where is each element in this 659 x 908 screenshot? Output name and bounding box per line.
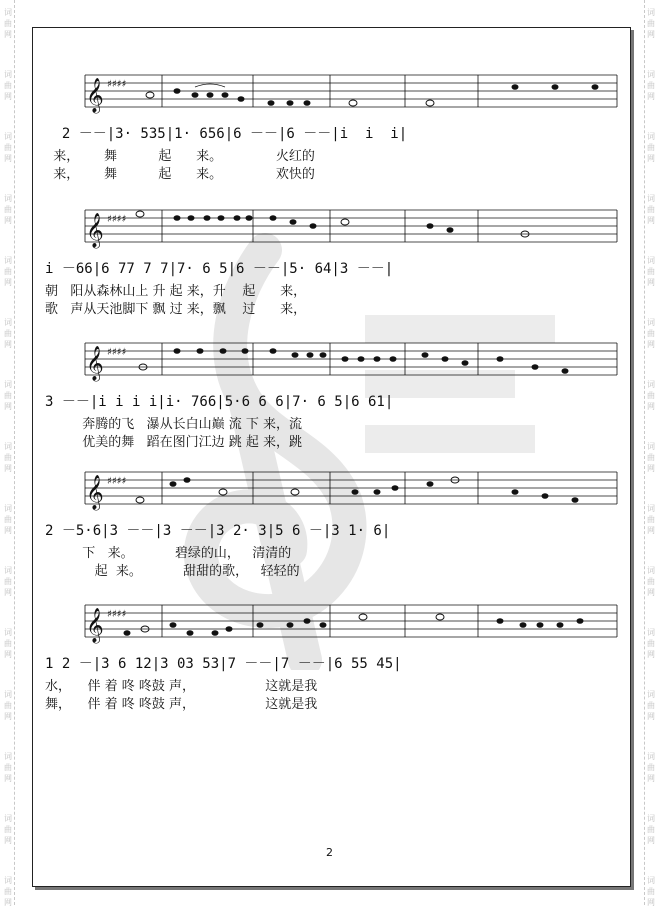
jianpu-line-3: 3 －－|i i i i|i· 766|5·6 6 6|7· 6 5|6 61|	[45, 394, 394, 410]
side-watermark-char: 曲	[647, 763, 655, 772]
side-watermark-char: 曲	[647, 329, 655, 338]
system-2	[45, 200, 623, 317]
staff-4	[45, 462, 623, 512]
lyric-verse1-line-4: 下 来。 碧绿的山， 清清的	[45, 546, 292, 561]
side-watermark-char: 网	[647, 836, 655, 845]
side-watermark-char: 曲	[647, 143, 655, 152]
svg-text:𝄞: 𝄞	[86, 213, 104, 248]
side-watermark-char: 曲	[4, 515, 12, 524]
side-watermark-char: 词	[4, 132, 12, 141]
side-watermark-char: 网	[4, 92, 12, 101]
side-watermark-char: 曲	[4, 577, 12, 586]
lyric-verse2-line-4: 起 来。 甜甜的歌， 轻轻的	[45, 564, 300, 579]
side-watermark-char: 曲	[647, 267, 655, 276]
side-watermark-char: 曲	[647, 205, 655, 214]
side-watermark-char: 曲	[647, 701, 655, 710]
side-watermark-char: 网	[4, 774, 12, 783]
system-3	[45, 333, 623, 450]
side-watermark-char: 网	[647, 712, 655, 721]
side-watermark-char: 词	[647, 876, 655, 885]
side-watermark-char: 网	[4, 650, 12, 659]
side-watermark-char: 词	[647, 380, 655, 389]
side-watermark-char: 网	[647, 154, 655, 163]
side-watermark-char: 网	[647, 402, 655, 411]
side-watermark-char: 网	[4, 526, 12, 535]
side-watermark-char: 曲	[4, 453, 12, 462]
side-watermark-char: 曲	[4, 81, 12, 90]
side-watermark-char: 词	[4, 318, 12, 327]
side-watermark-char: 词	[647, 8, 655, 17]
svg-text:𝄞: 𝄞	[86, 608, 104, 643]
side-watermark-char: 网	[4, 588, 12, 597]
jianpu-line-5: 1 2 －|3 6 12|3 03 53|7 －－|7 －－|6 55 45|	[45, 656, 402, 672]
staff-5	[45, 595, 623, 645]
side-watermark-char: 网	[4, 340, 12, 349]
side-watermark-char: 词	[647, 814, 655, 823]
side-watermark-char: 曲	[4, 639, 12, 648]
side-watermark-char: 词	[647, 504, 655, 513]
side-watermark-char: 曲	[647, 81, 655, 90]
side-watermark-char: 网	[4, 402, 12, 411]
side-watermark-char: 词	[4, 194, 12, 203]
side-watermark-char: 网	[4, 216, 12, 225]
side-watermark-char: 词	[4, 752, 12, 761]
side-watermark-char: 词	[4, 690, 12, 699]
side-watermark-char: 曲	[4, 19, 12, 28]
side-watermark-char: 曲	[4, 701, 12, 710]
side-watermark-char: 网	[647, 278, 655, 287]
side-watermark-char: 网	[647, 92, 655, 101]
side-watermark-char: 词	[4, 566, 12, 575]
side-watermark-char: 曲	[4, 825, 12, 834]
side-watermark-char: 曲	[647, 19, 655, 28]
lyric-verse2-line-3: 优美的舞 蹈在图门江边 跳 起 来，跳	[45, 435, 302, 450]
jianpu-line-4: 2 －5·6|3 －－|3 －－|3 2· 3|5 6 －|3 1· 6|	[45, 523, 391, 539]
side-watermark-char: 网	[647, 898, 655, 907]
svg-text:♯♯♯♯: ♯♯♯♯	[107, 347, 127, 358]
side-watermark-char: 词	[647, 256, 655, 265]
side-watermark-char: 网	[4, 464, 12, 473]
svg-text:♯♯♯♯: ♯♯♯♯	[107, 214, 127, 225]
svg-text:𝄞: 𝄞	[86, 346, 104, 381]
side-watermark-char: 词	[647, 194, 655, 203]
svg-text:𝄞: 𝄞	[86, 475, 104, 510]
side-watermark-char: 词	[4, 442, 12, 451]
staff-1	[45, 65, 623, 115]
svg-text:♯♯♯♯: ♯♯♯♯	[107, 609, 127, 620]
side-watermark-char: 曲	[647, 391, 655, 400]
side-watermark-char: 词	[4, 504, 12, 513]
side-watermark-char: 曲	[4, 267, 12, 276]
side-watermark-char: 网	[4, 898, 12, 907]
side-watermark-char: 网	[647, 464, 655, 473]
system-4	[45, 462, 623, 579]
lyric-verse1-line-5: 水， 伴 着 咚 咚鼓 声， 这就是我	[45, 679, 318, 694]
side-watermark-char: 词	[647, 752, 655, 761]
side-watermark-char: 曲	[647, 515, 655, 524]
page-number: 2	[326, 846, 333, 859]
side-watermark-char: 曲	[4, 391, 12, 400]
side-watermark-char: 曲	[647, 577, 655, 586]
lyric-verse2-line-5: 舞， 伴 着 咚 咚鼓 声， 这就是我	[45, 697, 318, 712]
side-watermark-char: 词	[4, 876, 12, 885]
lyric-verse1-line-3: 奔腾的飞 瀑从长白山巅 流 下 来，流	[45, 417, 302, 432]
system-1	[45, 65, 623, 182]
lyric-verse1-line-1: 来， 舞 起 来。 火红的	[45, 149, 315, 164]
side-watermark-char: 词	[4, 628, 12, 637]
side-watermark-char: 网	[647, 774, 655, 783]
jianpu-line-2: i －66|6 77 7 7|7· 6 5|6 －－|5· 64|3 －－|	[45, 261, 394, 277]
side-watermark-char: 词	[4, 70, 12, 79]
side-watermark-char: 词	[4, 256, 12, 265]
side-watermark-char: 词	[4, 814, 12, 823]
lyric-verse2-line-1: 来， 舞 起 来。 欢快的	[45, 167, 315, 182]
side-watermark-char: 网	[647, 588, 655, 597]
side-watermark-char: 曲	[4, 887, 12, 896]
side-watermark-char: 曲	[647, 825, 655, 834]
staff-3	[45, 333, 623, 383]
system-5	[45, 595, 623, 712]
side-watermark-char: 曲	[4, 143, 12, 152]
side-watermark-char: 词	[647, 442, 655, 451]
side-watermark-char: 曲	[647, 639, 655, 648]
side-watermark-char: 网	[647, 340, 655, 349]
side-watermark-char: 词	[4, 8, 12, 17]
side-watermark-char: 词	[647, 628, 655, 637]
side-watermark-char: 网	[4, 712, 12, 721]
svg-text:♯♯♯♯: ♯♯♯♯	[107, 79, 127, 90]
side-watermark-char: 网	[4, 836, 12, 845]
side-watermark-char: 词	[647, 566, 655, 575]
lyric-verse1-line-2: 朝 阳从森林山上 升 起 来，升 起 来，	[45, 284, 307, 299]
side-watermark-char: 词	[647, 70, 655, 79]
side-watermark-char: 网	[647, 526, 655, 535]
side-watermark-char: 曲	[4, 205, 12, 214]
side-watermark-char: 网	[647, 30, 655, 39]
side-watermark-char: 词	[4, 380, 12, 389]
side-watermark-char: 曲	[647, 887, 655, 896]
side-watermark-char: 曲	[4, 763, 12, 772]
svg-text:♯♯♯♯: ♯♯♯♯	[107, 476, 127, 487]
side-watermark-char: 曲	[647, 453, 655, 462]
jianpu-line-1: 2 －－|3· 535|1· 656|6 －－|6 －－|i i i|	[45, 126, 408, 142]
lyric-verse2-line-2: 歌 声从天池脚下 飘 过 来，飘 过 来，	[45, 302, 307, 317]
side-watermark-char: 网	[647, 650, 655, 659]
side-watermark-char: 网	[4, 278, 12, 287]
side-watermark-char: 网	[4, 154, 12, 163]
svg-text:𝄞: 𝄞	[86, 78, 104, 113]
side-watermark-char: 曲	[4, 329, 12, 338]
side-watermark-char: 词	[647, 318, 655, 327]
side-watermark-char: 网	[647, 216, 655, 225]
side-watermark-char: 词	[647, 690, 655, 699]
side-watermark-char: 词	[647, 132, 655, 141]
side-watermark-char: 网	[4, 30, 12, 39]
staff-2	[45, 200, 623, 250]
